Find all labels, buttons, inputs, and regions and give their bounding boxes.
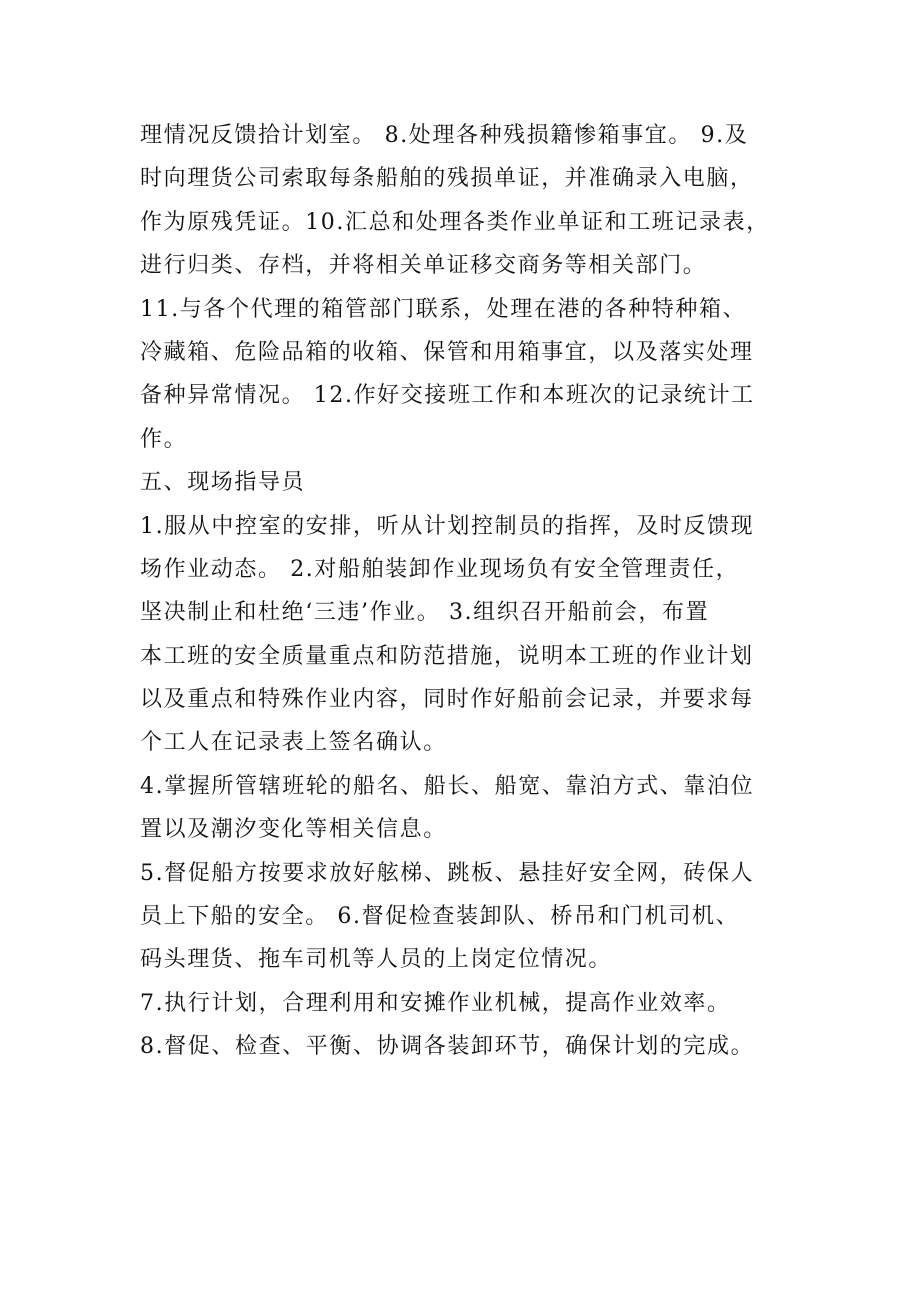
text-line: 员上下船的安全。 6.督促检查装卸队、桥吊和门机司机、 bbox=[140, 904, 740, 930]
text-line: 置以及潮汐变化等相关信息。 bbox=[140, 817, 447, 843]
text-line: 坚决制止和杜绝‘三违’作业。 3.组织召开船前会，布置 bbox=[140, 600, 710, 626]
text-line: 8.督促、检查、平衡、协调各装卸环节，确保计划的完成。 bbox=[140, 1034, 755, 1060]
text-line: 个工人在记录表上签名确认。 bbox=[140, 730, 447, 756]
text-line: 5.督促船方按要求放好舷梯、跳板、悬挂好安全网，砖保人 bbox=[140, 860, 755, 886]
document-body bbox=[140, 114, 820, 1069]
text-line: 作为原残凭证。10.汇总和处理各类作业单证和工班记录表， bbox=[140, 209, 770, 235]
text-line: 进行归类、存档，并将相关单证移交商务等相关部门。 bbox=[140, 253, 707, 279]
text-line: 本工班的安全质量重点和防范措施，说明本工班的作业计划 bbox=[140, 643, 754, 669]
text-line: 时向理货公司索取每条船舶的残损单证，并准确录入电脑， bbox=[140, 166, 754, 192]
text-line: 1.服从中控室的安排，听从计划控制员的指挥，及时反馈现 bbox=[140, 513, 755, 539]
text-line: 码头理货、拖车司机等人员的上岗定位情况。 bbox=[140, 947, 613, 973]
text-line: 11.与各个代理的箱管部门联系，处理在港的各种特种箱、 bbox=[140, 296, 747, 322]
text-line: 4.掌握所管辖班轮的船名、船长、船宽、靠泊方式、靠泊位 bbox=[140, 773, 755, 799]
text-line: 作。 bbox=[140, 426, 188, 452]
text-line: 冷藏箱、危险品箱的收箱、保管和用箱事宜，以及落实处理 bbox=[140, 339, 754, 365]
text-line: 备种异常情况。 12.作好交接班工作和本班次的记录统计工 bbox=[140, 383, 755, 409]
text-line: 7.执行计划，合理利用和安摊作业机械，提高作业效率。 bbox=[140, 990, 731, 1016]
text-line: 理情况反馈拾计划室。 8.处理各种残损籍惨箱事宜。 9.及 bbox=[140, 123, 749, 148]
section-heading: 五、现场指导员 bbox=[140, 470, 306, 496]
text-line: 以及重点和特殊作业内容，同时作好船前会记录，并要求每 bbox=[140, 687, 754, 713]
text-line: 场作业动态。 2.对船舶装卸作业现场负有安全管理责任， bbox=[140, 556, 740, 582]
